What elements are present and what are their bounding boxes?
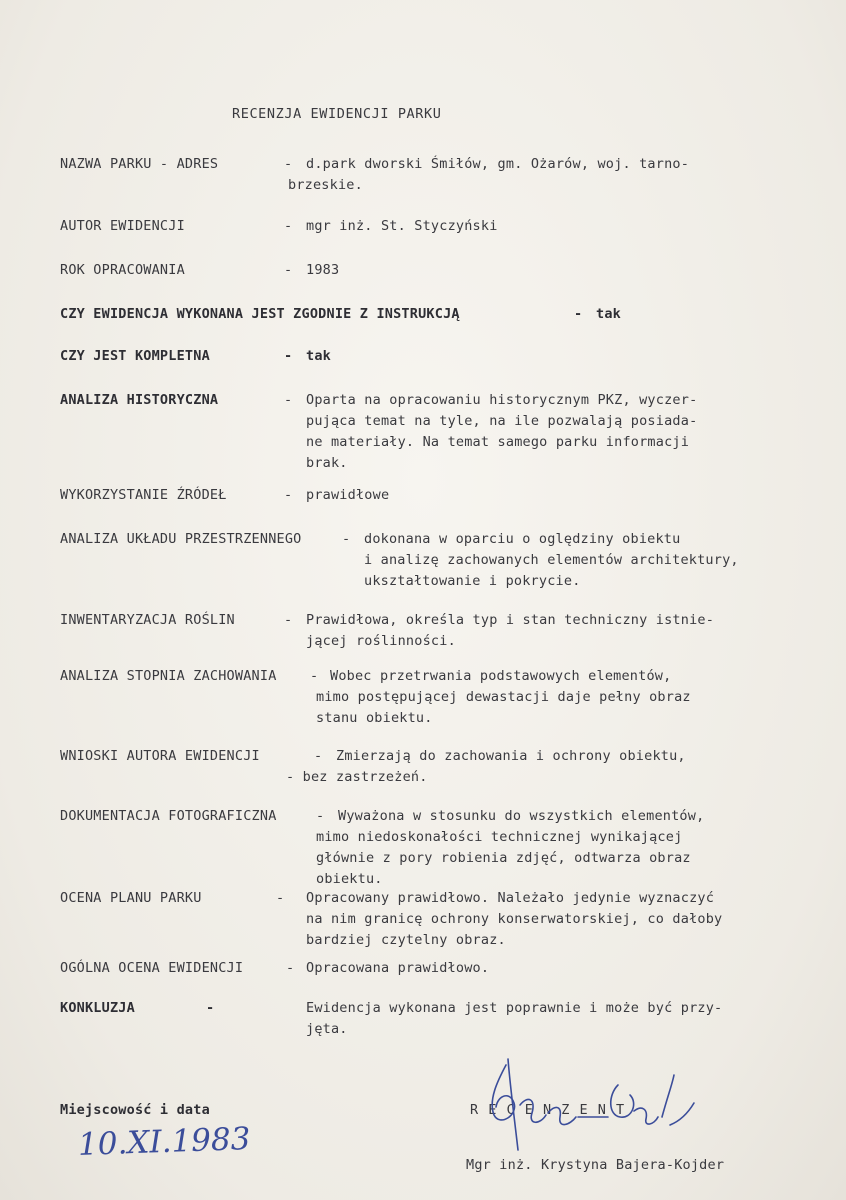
value-line: - bez zastrzeżeń. (286, 769, 428, 785)
value-line: na nim granicę ochrony konserwatorskiej, co dałoby (306, 911, 723, 927)
value-line: jącej roślinności. (306, 633, 456, 649)
value-line: Ewidencja wykonana jest poprawnie i może być przy- (306, 1000, 723, 1016)
label-park-plan: OCENA PLANU PARKU (60, 890, 202, 906)
dash: - (284, 392, 293, 408)
value-line: obiektu. (316, 871, 383, 887)
value-line: prawidłowe (306, 487, 390, 503)
value-line: tak (596, 306, 621, 322)
handwritten-date: 10.XI.1983 (77, 1121, 251, 1163)
reviewer-name: Mgr inż. Krystyna Bajera-Kojder (466, 1157, 725, 1173)
dash: - (286, 960, 295, 976)
dash: - (574, 306, 583, 322)
value-line: mgr inż. St. Styczyński (306, 218, 498, 234)
label-sources: WYKORZYSTANIE ŹRÓDEŁ (60, 487, 227, 503)
value-line: ne materiały. Na temat samego parku informacji (306, 434, 690, 450)
dash: - (284, 348, 293, 364)
label-spatial-analysis: ANALIZA UKŁADU PRZESTRZENNEGO (60, 531, 302, 547)
dash: - (284, 218, 293, 234)
value-line: Oparta na opracowaniu historycznym PKZ, wyczer- (306, 392, 698, 408)
value-line: i analizę zachowanych elementów architektury, (364, 552, 739, 568)
dash: - (310, 668, 319, 684)
label-author: AUTOR EWIDENCJI (60, 218, 185, 234)
reviewer-label: R E C E N Z E N T (470, 1102, 626, 1118)
value-line: mimo niedoskonałości technicznej wynikającej (316, 829, 683, 845)
label-overall-assessment: OGÓLNA OCENA EWIDENCJI (60, 960, 244, 976)
label-author-conclusions: WNIOSKI AUTORA EWIDENCJI (60, 748, 260, 764)
value-line: Prawidłowa, określa typ i stan techniczny istnie- (306, 612, 715, 628)
dash: - (342, 531, 351, 547)
value-line: bardziej czytelny obraz. (306, 932, 506, 948)
value-line: Wyważona w stosunku do wszystkich elementów, (338, 808, 705, 824)
value-line: głównie z pory robienia zdjęć, odtwarza obraz (316, 850, 691, 866)
value-line: Opracowana prawidłowo. (306, 960, 490, 976)
dash: - (276, 890, 285, 906)
dash: - (284, 156, 293, 172)
dash: - (314, 748, 323, 764)
dash: - (284, 487, 293, 503)
label-instruction: CZY EWIDENCJA WYKONANA JEST ZGODNIE Z INSTRUKCJĄ (60, 306, 460, 322)
value-line: pująca temat na tyle, na ile pozwalają posiada- (306, 413, 698, 429)
label-conclusion: KONKLUZJA (60, 1000, 135, 1016)
value-line: brzeskie. (288, 177, 363, 193)
place-date-label: Miejscowość i data (60, 1102, 210, 1118)
value-line: Wobec przetrwania podstawowych elementów, (330, 668, 672, 684)
label-photo-documentation: DOKUMENTACJA FOTOGRAFICZNA (60, 808, 277, 824)
value-line: ukształtowanie i pokrycie. (364, 573, 581, 589)
value-line: brak. (306, 455, 348, 471)
dash: - (284, 262, 293, 278)
label-complete: CZY JEST KOMPLETNA (60, 348, 210, 364)
value-line: stanu obiektu. (316, 710, 433, 726)
label-park-name: NAZWA PARKU - ADRES (60, 156, 219, 172)
value-line: mimo postępującej dewastacji daje pełny obraz (316, 689, 691, 705)
value-line: Zmierzają do zachowania i ochrony obiektu, (336, 748, 686, 764)
label-preservation-analysis: ANALIZA STOPNIA ZACHOWANIA (60, 668, 277, 684)
label-historical-analysis: ANALIZA HISTORYCZNA (60, 392, 219, 408)
dash: - (284, 612, 293, 628)
value-line: Opracowany prawidłowo. Należało jedynie wyznaczyć (306, 890, 715, 906)
document-title: RECENZJA EWIDENCJI PARKU (232, 106, 442, 122)
handwritten-signature (458, 1055, 718, 1165)
label-year: ROK OPRACOWANIA (60, 262, 185, 278)
label-plant-inventory: INWENTARYZACJA ROŚLIN (60, 612, 235, 628)
value-line: d.park dworski Śmiłów, gm. Ożarów, woj. tarno- (306, 156, 690, 172)
dash: - (316, 808, 325, 824)
value-line: jęta. (306, 1021, 348, 1037)
value-line: tak (306, 348, 331, 364)
value-line: dokonana w oparciu o oględziny obiektu (364, 531, 681, 547)
value-line: 1983 (306, 262, 340, 278)
dash: - (206, 1000, 215, 1016)
